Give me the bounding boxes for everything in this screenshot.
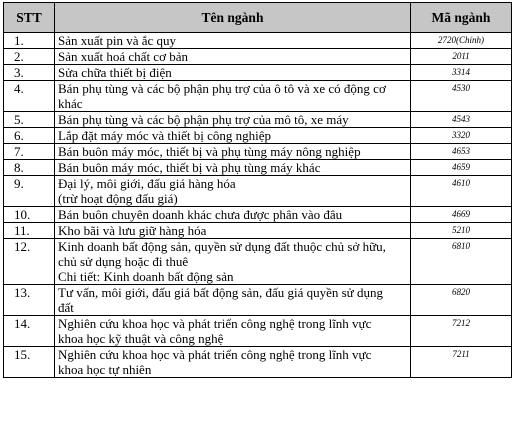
row-name: Kho bãi và lưu giữ hàng hóa — [55, 223, 411, 239]
row-stt: 1. — [4, 33, 55, 49]
row-code: 2720(Chính) — [411, 33, 512, 49]
table-row — [4, 347, 512, 378]
table-row — [4, 316, 512, 347]
header-code: Mã ngành — [411, 3, 512, 33]
row-stt: 6. — [4, 128, 55, 144]
table-row — [4, 33, 512, 49]
row-name: Bán phụ tùng và các bộ phận phụ trợ của ô tô và xe có động cơ khác — [55, 81, 411, 112]
row-stt: 2. — [4, 49, 55, 65]
table-row — [4, 239, 512, 285]
row-name: Sửa chữa thiết bị điện — [55, 65, 411, 81]
row-stt: 7. — [4, 144, 55, 160]
row-name: Tư vấn, môi giới, đấu giá bất động sản, đấu giá quyền sử dụng đất — [55, 285, 411, 316]
row-code: 4669 — [411, 207, 512, 223]
row-code: 4610 — [411, 176, 512, 207]
row-name: Nghiên cứu khoa học và phát triển công nghệ trong lĩnh vực khoa học kỹ thuật và công nghệ — [55, 316, 411, 347]
table-row — [4, 144, 512, 160]
table-row — [4, 112, 512, 128]
row-name: Bán buôn máy móc, thiết bị và phụ tùng máy nông nghiệp — [55, 144, 411, 160]
row-code: 4543 — [411, 112, 512, 128]
row-stt: 13. — [4, 285, 55, 316]
row-code: 4653 — [411, 144, 512, 160]
row-name: Bán buôn máy móc, thiết bị và phụ tùng máy khác — [55, 160, 411, 176]
row-name: Bán phụ tùng và các bộ phận phụ trợ của mô tô, xe máy — [55, 112, 411, 128]
row-stt: 10. — [4, 207, 55, 223]
row-code: 3320 — [411, 128, 512, 144]
row-stt: 4. — [4, 81, 55, 112]
row-stt: 9. — [4, 176, 55, 207]
row-code: 4659 — [411, 160, 512, 176]
row-stt: 5. — [4, 112, 55, 128]
row-stt: 14. — [4, 316, 55, 347]
row-code: 2011 — [411, 49, 512, 65]
table-row — [4, 49, 512, 65]
row-code: 4530 — [411, 81, 512, 112]
row-code: 3314 — [411, 65, 512, 81]
table-header-row — [4, 3, 512, 33]
row-name: Lắp đặt máy móc và thiết bị công nghiệp — [55, 128, 411, 144]
row-code: 7212 — [411, 316, 512, 347]
header-stt: STT — [4, 3, 55, 33]
table-row — [4, 176, 512, 207]
row-code: 6810 — [411, 239, 512, 285]
table-row — [4, 207, 512, 223]
row-stt: 11. — [4, 223, 55, 239]
row-name: Nghiên cứu khoa học và phát triển công nghệ trong lĩnh vực khoa học tự nhiên — [55, 347, 411, 378]
row-code: 5210 — [411, 223, 512, 239]
table-row — [4, 285, 512, 316]
table-row — [4, 160, 512, 176]
table-row — [4, 65, 512, 81]
table-body — [4, 33, 512, 378]
row-name: Đại lý, môi giới, đấu giá hàng hóa (trừ hoạt động đấu giá) — [55, 176, 411, 207]
row-code: 6820 — [411, 285, 512, 316]
row-name: Sản xuất pin và ắc quy — [55, 33, 411, 49]
row-name: Bán buôn chuyên doanh khác chưa được phân vào đâu — [55, 207, 411, 223]
row-stt: 12. — [4, 239, 55, 285]
table-row — [4, 223, 512, 239]
business-lines-table — [3, 2, 512, 378]
row-stt: 8. — [4, 160, 55, 176]
row-stt: 3. — [4, 65, 55, 81]
row-name: Kinh doanh bất động sản, quyền sử dụng đất thuộc chủ sở hữu, chủ sử dụng hoặc đi thuê Chi tiết: Kinh doanh bất động sản — [55, 239, 411, 285]
header-name: Tên ngành — [55, 3, 411, 33]
row-name: Sản xuất hoá chất cơ bản — [55, 49, 411, 65]
row-code: 7211 — [411, 347, 512, 378]
table-row — [4, 81, 512, 112]
row-stt: 15. — [4, 347, 55, 378]
table-row — [4, 128, 512, 144]
